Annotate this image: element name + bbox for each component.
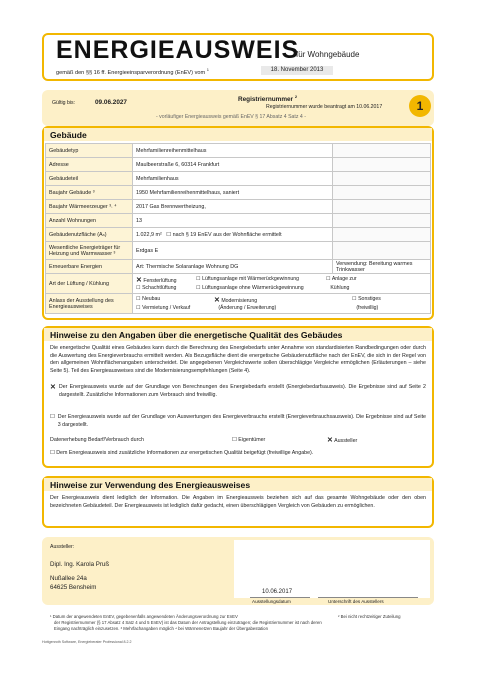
- checkbox-lueftung-mit-wrg[interactable]: ☐ Lüftungsanlage mit Wärmerückgewinnung: [196, 276, 299, 282]
- footnote-2: ² Bei nicht rechtzeitiger Zuteilung: [338, 614, 401, 619]
- usage-text: Der Energieausweis dient lediglich der Information. Die Angaben im Energieausweis beziehen sich auf das gesamte Wohngebäude oder den oben bezeichneten Gebäudeteil. Der Energieausweis ist lediglich dafür gedacht, einen überschlägigen Vergleich von Gebäuden zu ermöglichen.: [50, 495, 426, 509]
- issuer-street: Nußallee 24a: [50, 575, 87, 582]
- signature-line: [318, 597, 418, 598]
- notes-section-title: Hinweise zu den Angaben über die energetische Qualität des Gebäudes: [50, 330, 343, 340]
- enev-reference: gemäß den §§ 16 ff. Energieeinsparverordnung (EnEV) vom $^1$: [56, 67, 209, 76]
- building-table: [45, 143, 431, 314]
- valid-until-date: 09.06.2027: [95, 99, 127, 106]
- checkbox-lueftung-ohne-wrg[interactable]: ☐ Lüftungsanlage ohne Wärmerückgewinnung: [196, 285, 304, 291]
- document-title: ENERGIEAUSWEIS: [56, 36, 300, 64]
- checkbox-neubau[interactable]: ☐ Neubau: [136, 296, 161, 302]
- table-row: Baujahr Wärmeerzeuger ³˒ ⁴ 2017 Gas Brennwertheizung,: [46, 200, 431, 214]
- table-row: Gebäudetyp Mehrfamilienreihenmittelhaus: [46, 144, 431, 158]
- table-row: Wesentliche Energieträger für Heizung und Warmwasser ³ Erdgas E: [46, 242, 431, 260]
- table-row: Erneuerbare Energien Art: Thermische Solaranlage Wohnung DG Verwendung: Bereitung warmes Trinkwasser: [46, 260, 431, 274]
- sonstiges-sub: (freiwillig): [356, 305, 379, 311]
- software-credit: Hottgenroth Software, Energieberater Professional 8.2.2: [42, 640, 132, 644]
- usage-section-title: Hinweise zur Verwendung des Energieausweises: [50, 480, 251, 490]
- checkbox-fensterlueftung[interactable]: ✕ Fensterlüftung: [136, 277, 177, 284]
- issuer-city: 64625 Bensheim: [50, 584, 97, 591]
- preliminary-note: - vorläufiger Energieausweis gemäß EnEV § 17 Absatz 4 Satz 4 -: [156, 114, 306, 120]
- checkbox-schachtlueftung[interactable]: ☐ Schachtlüftung: [136, 285, 177, 291]
- table-row: Gebäudeteil Mehrfamilienhaus: [46, 172, 431, 186]
- table-row: Adresse Maulbeerstraße 6, 60314 Frankfurt: [46, 158, 431, 172]
- table-row: Anzahl Wohnungen 13: [46, 214, 431, 228]
- registration-label: Registriernummer $^2$: [238, 94, 298, 104]
- checkbox-modernisierung[interactable]: ✕ Modernisierung: [214, 297, 258, 304]
- page-number-badge: 1: [409, 95, 431, 117]
- document-subtitle: für Wohngebäude: [296, 50, 360, 59]
- option-verbrauch: ☐ Der Energieausweis wurde auf der Grundlage von Auswertungen des Energieverbrauchs erstellt (Energieverbrauchsausweis). Die Ergebnisse sind auf Seite 3 dargestellt.: [50, 414, 426, 428]
- option-bedarf: ✕ Der Energieausweis wurde auf der Grundlage von Berechnungen des Energiebedarfs erstellt (Energiebedarfsausweis). Die Ergebnisse sind auf Seite 2 dargestellt. Zusätzliche Informationen zum Verbrauch sind freiwillig.: [50, 384, 426, 398]
- table-row: Art der Lüftung / Kühlung ✕ Fensterlüftung ☐ Lüftungsanlage mit Wärmerückgewinnung ☐ Anlage zur ☐ Schachtlüftung ☐ Lüftungsanlage ohne Wärmerückgewinnung Kühlung: [46, 274, 431, 294]
- table-row: Baujahr Gebäude ³ 1950 Mehrfamilienreihenmittelhaus, saniert: [46, 186, 431, 200]
- table-row: Gebäudenutzfläche (Aₙ) 1.022,9 m² ☐ nach § 19 EnEV aus der Wohnfläche ermittelt: [46, 228, 431, 242]
- building-header-bg: [44, 128, 432, 141]
- footnote-1: ¹ Datum der angewendeten EnEV, gegebenenfalls angewendeten Änderungsverordnung zur EnEV: [50, 614, 238, 619]
- issue-date: 10.06.2017: [262, 589, 293, 595]
- checkbox-vermietung[interactable]: ☐ Vermietung / Verkauf: [136, 305, 191, 311]
- checkbox-sonstiges[interactable]: ☐ Sonstiges: [352, 296, 381, 302]
- building-section-title: Gebäude: [50, 130, 87, 140]
- kuehlung-label: Kühlung: [330, 285, 350, 291]
- enev-date: 18. November 2013: [261, 66, 333, 75]
- checkbox-bedarf[interactable]: ✕: [50, 384, 56, 391]
- date-line: [250, 597, 310, 598]
- table-row: Anlass der Ausstellung des Energieausweises ☐ Neubau ✕ Modernisierung ☐ Sonstiges ☐ Vermietung / Verkauf (Änderung / Erweiterung) (freiwillig): [46, 294, 431, 314]
- signature-caption: Unterschrift des Ausstellers: [328, 599, 384, 604]
- additional-info: ☐ Dem Energieausweis sind zusätzliche Informationen zur energetischen Qualität beigefügt (freiwillige Angabe).: [50, 450, 314, 456]
- footnote-3: der Registriernummer (§ 17 Absatz 4 Satz 4 und 5 EnEV) ist das Datum der Antragstellung einzutragen; die Registriernummer ist nach deren: [54, 620, 322, 625]
- notes-paragraph: Die energetische Qualität eines Gebäudes kann durch die Berechnung des Energiebedarfs unter Annahme von standardisierten Randbedingungen oder durch die Auswertung des Energieverbrauchs ermittelt werden. Als Bezugsfläche dient die energetische Gebäudenutzfläche nach der EnEV, die sich in der Regel von den allgemeinen Wohnflächenangaben unterscheidet. Die angegebenen Vergleichswerte sollen überschlägige Vergleiche ermöglichen (Erläuterungen – siehe Seite 5). Teil des Energieausweises sind die Modernisierungsempfehlungen (Seite 4).: [50, 345, 426, 374]
- registration-note: Registriernummer wurde beantragt am 10.06.2017: [266, 104, 383, 110]
- checkbox-aussteller[interactable]: ✕ Aussteller: [327, 437, 358, 444]
- checkbox-verbrauch[interactable]: ☐: [50, 414, 55, 420]
- issuer-name: Dipl. Ing. Karola Pruß: [50, 561, 110, 568]
- checkbox-kuehlung[interactable]: ☐ Anlage zur: [326, 276, 357, 282]
- area-checkbox[interactable]: ☐: [166, 231, 172, 238]
- checkbox-eigentuemer[interactable]: ☐ Eigentümer: [232, 437, 266, 443]
- issue-date-caption: Ausstellungsdatum: [252, 599, 291, 604]
- issuer-label: Aussteller:: [50, 544, 75, 550]
- data-collection-label: Datenerhebung Bedarf/Verbrauch durch: [50, 437, 144, 443]
- checkbox-zusatz[interactable]: ☐: [50, 450, 55, 456]
- area-value: 1.022,9 m²: [136, 231, 162, 238]
- footnote-4: Eingang nachträglich einzusetzen. ³ Mehrfachangaben möglich ⁴ bei Wärmenetzen Baujahr der Übergabestation: [54, 626, 268, 631]
- valid-until-label: Gültig bis:: [52, 100, 76, 106]
- modernisierung-sub: (Änderung / Erweiterung): [218, 305, 277, 311]
